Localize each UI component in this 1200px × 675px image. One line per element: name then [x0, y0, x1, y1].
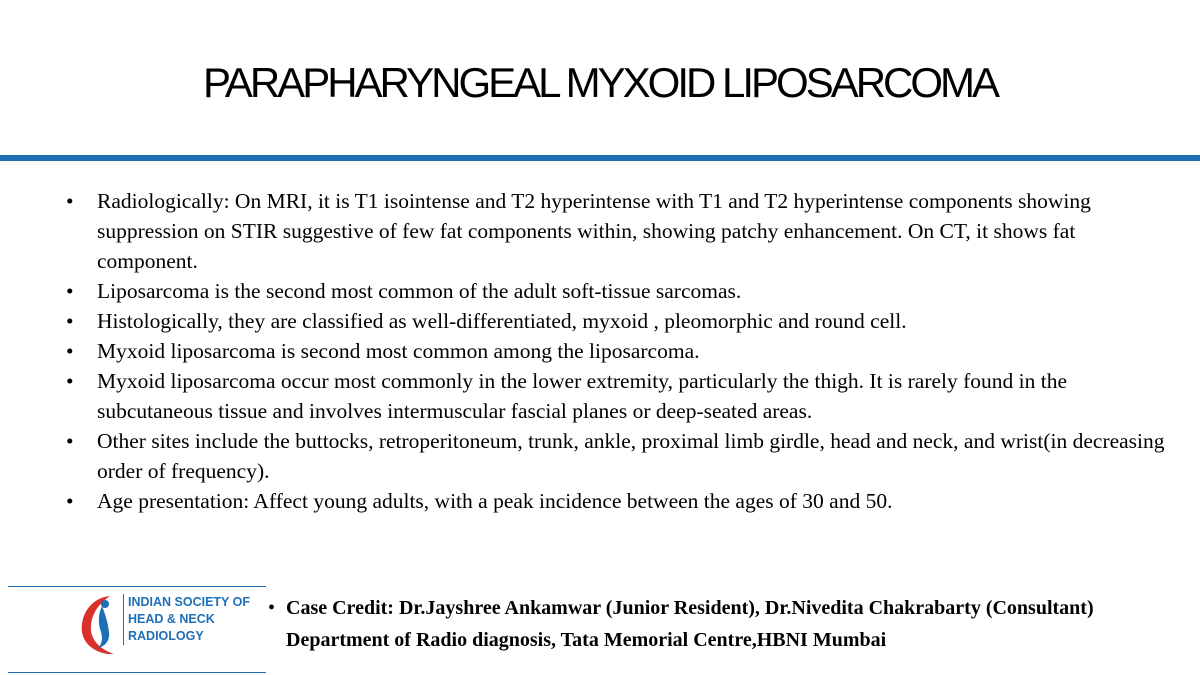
case-credit-text: Case Credit: Dr.Jayshree Ankamwar (Junior Resident), Dr.Nivedita Chakrabarty (Consultant) Department of Radio diagnosis, Tata Memorial Centre,HBNI Mumbai [286, 597, 1094, 651]
bullet-item-7 [62, 486, 1172, 516]
bullet-text: Other sites include the buttocks, retroperitoneum, trunk, ankle, proximal limb girdle, head and neck, and wrist(in decreasing order of frequency). [97, 429, 1165, 483]
bullet-icon: • [66, 429, 74, 453]
title-divider [0, 155, 1200, 161]
bullet-text: Myxoid liposarcoma occur most commonly in the lower extremity, particularly the thigh. It is rarely found in the subcutaneous tissue and involves intermuscular fascial planes or deep-seated areas. [97, 369, 1068, 423]
bullet-item-3 [62, 306, 1172, 336]
case-credit [266, 592, 1146, 656]
bullet-icon: • [66, 339, 74, 363]
bullet-icon: • [66, 189, 74, 213]
bullet-item-4 [62, 336, 1172, 366]
slide-title: PARAPHARYNGEAL MYXOID LIPOSARCOMA [202, 59, 998, 106]
bullet-item-2 [62, 276, 1172, 306]
head-neck-logo-icon [74, 588, 124, 660]
society-logo [74, 588, 264, 660]
logo-line-1: INDIAN SOCIETY OF [128, 595, 251, 609]
bullet-icon: • [66, 369, 74, 393]
bullet-text: Age presentation: Affect young adults, with a peak incidence between the ages of 30 and 50. [97, 489, 893, 513]
bullet-icon: • [66, 309, 74, 333]
footer-divider-top [8, 586, 266, 587]
bullet-item-1 [62, 186, 1172, 276]
bullet-text: Liposarcoma is the second most common of the adult soft-tissue sarcomas. [97, 279, 742, 303]
bullet-icon: • [66, 489, 74, 513]
logo-text [123, 594, 250, 645]
bullet-item-5 [62, 366, 1172, 426]
bullet-text: Radiologically: On MRI, it is T1 isointense and T2 hyperintense with T1 and T2 hyperintense components showing suppression on STIR suggestive of few fat components within, showing patchy enhancement. On CT, it shows fat component. [97, 189, 1091, 273]
bullet-item-6 [62, 426, 1172, 486]
logo-line-2: HEAD & NECK [128, 612, 215, 626]
bullet-icon: • [268, 597, 276, 619]
logo-line-3: RADIOLOGY [128, 629, 204, 643]
bullet-icon: • [66, 279, 74, 303]
bullet-text: Histologically, they are classified as well-differentiated, myxoid , pleomorphic and round cell. [97, 309, 907, 333]
footer-divider-bottom [8, 672, 266, 673]
bullet-list [62, 186, 1172, 516]
bullet-text: Myxoid liposarcoma is second most common among the liposarcoma. [97, 339, 700, 363]
